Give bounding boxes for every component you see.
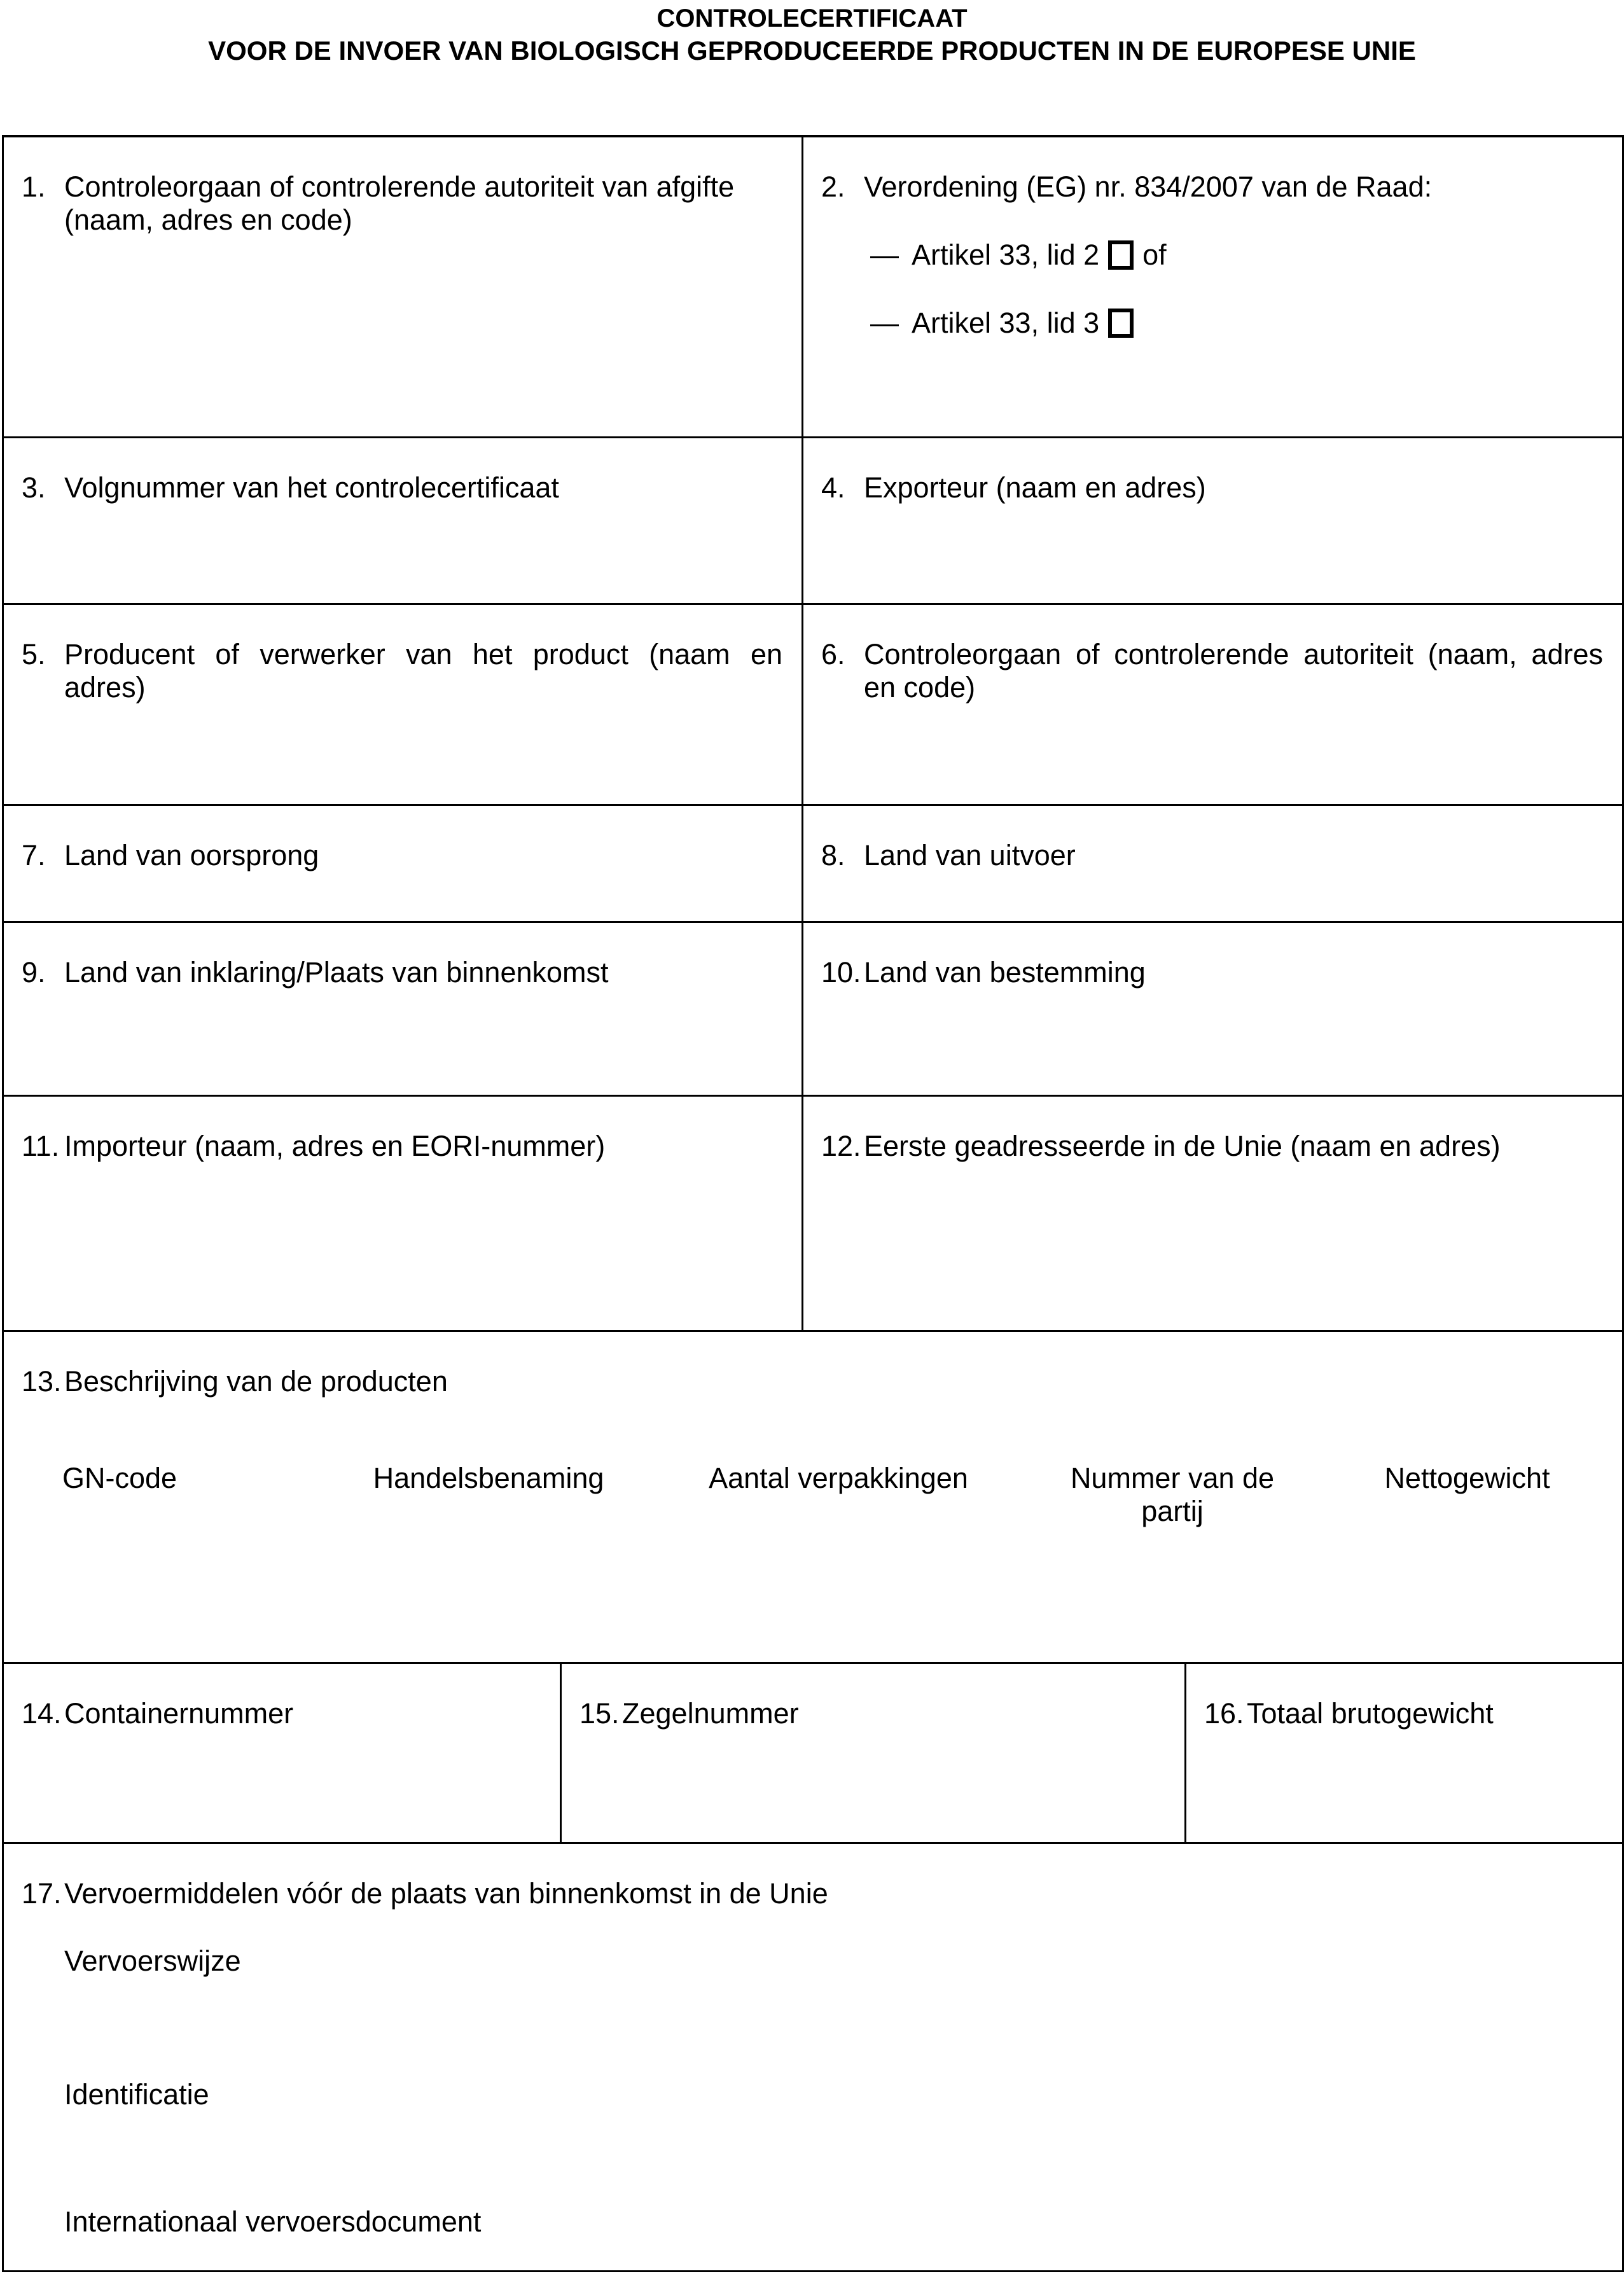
artikel-33-lid-3-checkbox[interactable]: [1108, 309, 1134, 338]
field-label: Controleorgaan of controlerende autoriteit van afgifte (naam, adres en code): [64, 170, 735, 236]
column-header-aantal-verpakkingen: Aantal verpakkingen: [709, 1462, 968, 1494]
field-4-exporteur: [803, 438, 1622, 603]
field-label: Land van uitvoer: [864, 839, 1076, 871]
field-8-land-van-uitvoer: [803, 806, 1622, 921]
field-label: Land van oorsprong: [64, 839, 319, 871]
field-number: 2.: [821, 170, 845, 203]
form-row-7: [4, 1332, 1622, 1664]
field-16-totaal-brutogewicht: [1186, 1664, 1622, 1842]
sublabel-identificatie: Identificatie: [64, 2078, 209, 2111]
option-label: Artikel 33, lid 3: [912, 307, 1603, 340]
column-header-handelsbenaming: Handelsbenaming: [373, 1462, 604, 1494]
field-number: 17.: [22, 1877, 62, 1910]
field-number: 15.: [580, 1697, 620, 1730]
field-label: Land van bestemming: [864, 956, 1146, 989]
field-number: 13.: [22, 1365, 62, 1398]
field-number: 7.: [22, 839, 46, 871]
field-7-land-van-oorsprong: [4, 806, 803, 921]
field-label: Zegelnummer: [622, 1697, 799, 1730]
field-number: 11.: [22, 1130, 60, 1162]
field-label: Verordening (EG) nr. 834/2007 van de Raad:: [864, 170, 1433, 203]
field-label: Exporteur (naam en adres): [864, 471, 1206, 504]
artikel-33-lid-2-checkbox[interactable]: [1108, 240, 1134, 270]
field-label: Land van inklaring/Plaats van binnenkomst: [64, 956, 609, 989]
field-label: Eerste geadresseerde in de Unie (naam en adres): [864, 1130, 1501, 1162]
field-12-eerste-geadresseerde: [803, 1097, 1622, 1330]
option-artikel-33-lid-3: [870, 307, 1603, 340]
form-row-9: [4, 1844, 1622, 2270]
field-17-vervoermiddelen: [4, 1844, 1622, 2270]
field-number: 6.: [821, 638, 845, 670]
field-9-land-van-inklaring: [4, 923, 803, 1095]
field-13-beschrijving-producten: [4, 1332, 1622, 1662]
field-number: 3.: [22, 471, 46, 504]
title-line-1: CONTROLECERTIFICAAT: [656, 4, 968, 32]
option-artikel-33-lid-2: [870, 239, 1603, 272]
form-row-6: [4, 1097, 1622, 1332]
form-row-2: [4, 438, 1622, 605]
sublabel-internationaal-vervoersdocument: Internationaal vervoersdocument: [64, 2205, 482, 2238]
field-number: 16.: [1204, 1697, 1244, 1730]
form-row-3: [4, 605, 1622, 806]
field-10-land-van-bestemming: [803, 923, 1622, 1095]
form-row-4: [4, 806, 1622, 923]
dash-bullet: —: [870, 307, 899, 339]
certificate-form-table: [2, 135, 1624, 2272]
field-6-controleorgaan: [803, 605, 1622, 804]
field-label: Volgnummer van het controlecertificaat: [64, 471, 559, 504]
form-row-8: [4, 1664, 1622, 1844]
product-column-headers: [22, 1462, 1603, 1528]
field-label: Totaal brutogewicht: [1247, 1697, 1494, 1730]
field-label: Containernummer: [64, 1697, 294, 1730]
option-suffix: of: [1142, 239, 1167, 271]
sublabel-vervoerswijze: Vervoerswijze: [64, 1945, 241, 1977]
field-number: 4.: [821, 471, 845, 504]
option-label: Artikel 33, lid 2 of: [912, 239, 1167, 271]
field-number: 10.: [821, 956, 861, 989]
dash-bullet: —: [870, 239, 899, 271]
form-row-1: [4, 137, 1622, 438]
field-number: 14.: [22, 1697, 62, 1730]
field-2-verordening: [803, 137, 1622, 436]
field-number: 5.: [22, 638, 46, 670]
field-11-importeur: [4, 1097, 803, 1330]
field-3-volgnummer: [4, 438, 803, 603]
field-5-producent: [4, 605, 803, 804]
field-number: 1.: [22, 170, 46, 203]
field-label: Vervoermiddelen vóór de plaats van binnenkomst in de Unie: [64, 1877, 828, 1910]
field-number: 8.: [821, 839, 845, 871]
field-label: Controleorgaan of controlerende autoriteit (naam, adres en code): [864, 638, 1603, 704]
field-label: Importeur (naam, adres en EORI-nummer): [64, 1130, 606, 1162]
field-label: Beschrijving van de producten: [64, 1365, 448, 1398]
title-line-2: VOOR DE INVOER VAN BIOLOGISCH GEPRODUCEERDE PRODUCTEN IN DE EUROPESE UNIE: [208, 36, 1416, 66]
field-number: 9.: [22, 956, 46, 989]
field-number: 12.: [821, 1130, 861, 1162]
field-14-containernummer: [4, 1664, 562, 1842]
document-title: [0, 3, 1624, 67]
field-1-controleorgaan-afgifte: [4, 137, 803, 436]
column-header-nettogewicht: Nettogewicht: [1384, 1462, 1550, 1494]
column-header-gn-code: GN-code: [62, 1462, 177, 1494]
column-header-nummer-van-de-partij: Nummer van de partij: [1070, 1462, 1275, 1527]
form-row-5: [4, 923, 1622, 1097]
field-15-zegelnummer: [562, 1664, 1186, 1842]
field-label: Producent of verwerker van het product (naam en adres): [64, 638, 782, 704]
